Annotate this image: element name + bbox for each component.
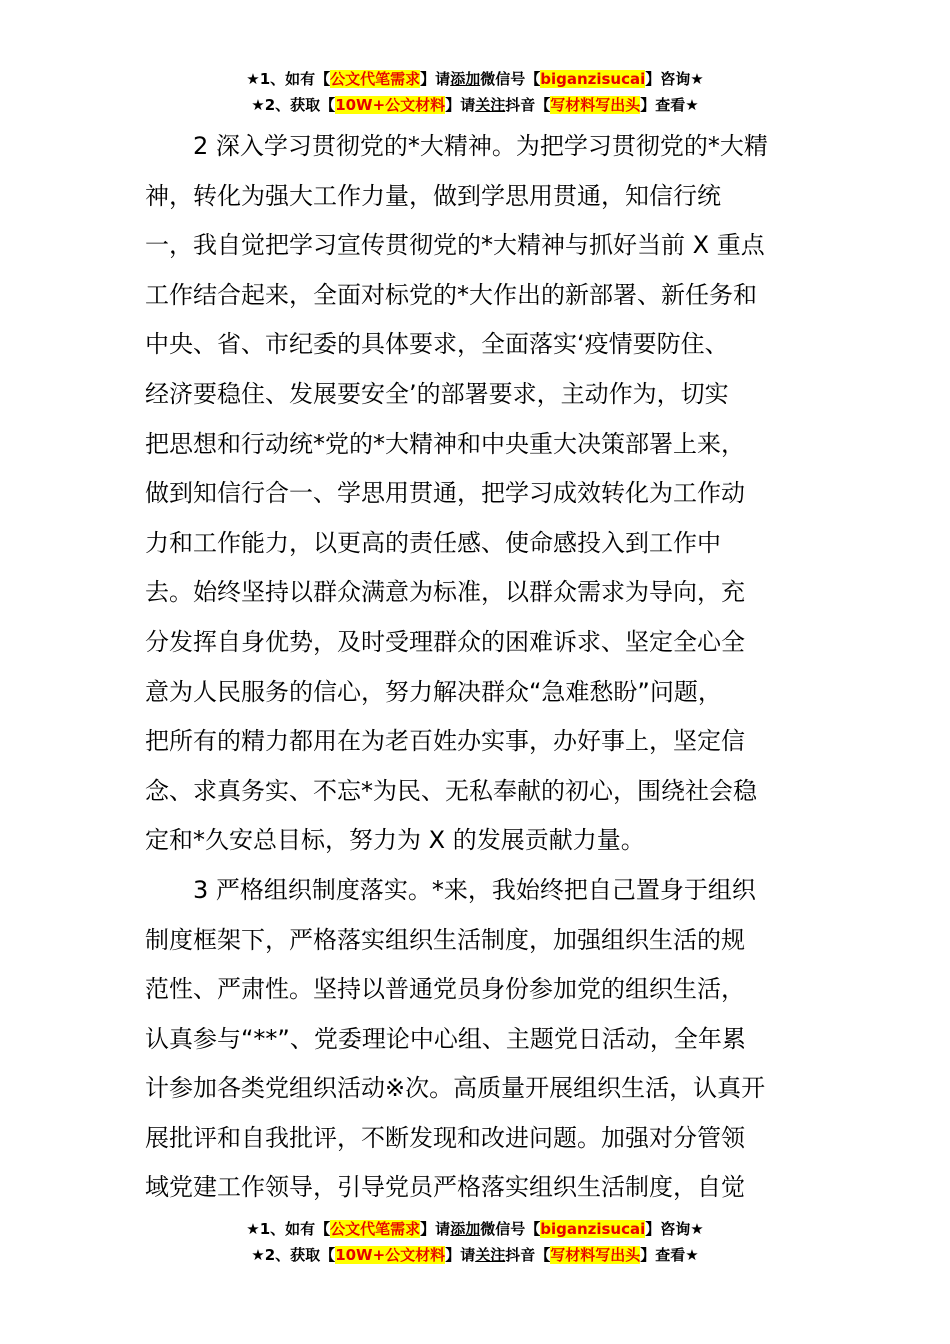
banner-text: 微信号【 xyxy=(480,70,541,88)
body-line: 意为人民服务的信心，努力解决群众“急难愁盼”问题， xyxy=(145,677,722,706)
body-line: 做到知信行合一、学思用贯通，把学习成效转化为工作动 xyxy=(145,479,745,508)
body-line: 一，我自觉把学习宣传贯彻党的*大精神与抓好当前 X 重点 xyxy=(145,231,765,260)
body-line: 经济要稳住、发展要安全’的部署要求，主动作为，切实 xyxy=(145,379,729,408)
banner-line-1 xyxy=(0,1216,950,1242)
document-body xyxy=(145,122,809,1213)
banner-text: 】请 xyxy=(445,96,476,114)
banner-text: 】请 xyxy=(445,1246,476,1264)
banner-highlight: 写材料写出头 xyxy=(550,1246,641,1264)
banner-highlight: 10W+公文材料 xyxy=(335,1246,446,1264)
banner-text: ★2、获取【 xyxy=(251,96,336,114)
banner-text: 微信号【 xyxy=(480,1220,541,1238)
banner-text: 】请 xyxy=(420,1220,451,1238)
banner-highlight: biganzisucai xyxy=(540,1220,646,1238)
banner-line-2 xyxy=(0,92,950,118)
banner-highlight: 公文代笔需求 xyxy=(330,1220,421,1238)
body-line: 域党建工作领导，引导党员严格落实组织生活制度，自觉 xyxy=(145,1173,745,1202)
banner-text: 】请 xyxy=(420,70,451,88)
body-line: 去。始终坚持以群众满意为标准，以群众需求为导向，充 xyxy=(145,578,745,607)
banner-text: 】查看★ xyxy=(640,1246,699,1264)
body-line: 计参加各类党组织活动※次。高质量开展组织生活，认真开 xyxy=(145,1074,766,1103)
body-line: 力和工作能力，以更高的责任感、使命感投入到工作中 xyxy=(145,528,721,557)
banner-underline: 关注 xyxy=(475,1246,506,1264)
banner-text: 抖音【 xyxy=(505,1246,551,1264)
body-line: 展批评和自我批评，不断发现和改进问题。加强对分管领 xyxy=(145,1123,745,1152)
banner-text: 抖音【 xyxy=(505,96,551,114)
body-line: 定和*久安总目标，努力为 X 的发展贡献力量。 xyxy=(145,826,645,855)
footer-banner xyxy=(0,1216,950,1268)
banner-text: 】咨询★ xyxy=(645,1220,704,1238)
body-line: 3 严格组织制度落实。*来，我始终把自己置身于组织 xyxy=(193,875,756,904)
banner-text: ★1、如有【 xyxy=(246,1220,331,1238)
body-line: 2 深入学习贯彻党的*大精神。为把学习贯彻党的*大精 xyxy=(193,132,768,160)
body-line: 把所有的精力都用在为老百姓办实事，办好事上，坚定信 xyxy=(145,727,745,756)
banner-line-1 xyxy=(0,66,950,92)
banner-highlight: 写材料写出头 xyxy=(550,96,641,114)
body-line: 神，转化为强大工作力量，做到学思用贯通，知信行统 xyxy=(145,181,721,210)
body-line: 制度框架下，严格落实组织生活制度，加强组织生活的规 xyxy=(145,925,745,954)
body-line: 中央、省、市纪委的具体要求，全面落实‘疫情要防住、 xyxy=(145,330,729,359)
body-line: 范性、严肃性。坚持以普通党员身份参加党的组织生活， xyxy=(145,975,745,1004)
banner-text: ★1、如有【 xyxy=(246,70,331,88)
banner-underline: 添加 xyxy=(450,1220,481,1238)
banner-highlight: biganzisucai xyxy=(540,70,646,88)
header-banner xyxy=(0,66,950,118)
body-line: 认真参与“**”、党委理论中心组、主题党日活动，全年累 xyxy=(145,1024,746,1053)
banner-underline: 添加 xyxy=(450,70,481,88)
banner-highlight: 10W+公文材料 xyxy=(335,96,446,114)
banner-line-2 xyxy=(0,1242,950,1268)
body-line: 工作结合起来，全面对标党的*大作出的新部署、新任务和 xyxy=(145,280,757,309)
body-line: 分发挥自身优势，及时受理群众的困难诉求、坚定全心全 xyxy=(145,627,745,656)
banner-text: ★2、获取【 xyxy=(251,1246,336,1264)
banner-highlight: 公文代笔需求 xyxy=(330,70,421,88)
banner-text: 】查看★ xyxy=(640,96,699,114)
body-line: 把思想和行动统*党的*大精神和中央重大决策部署上来， xyxy=(145,429,745,458)
banner-underline: 关注 xyxy=(475,96,506,114)
body-line: 念、求真务实、不忘*为民、无私奉献的初心，围绕社会稳 xyxy=(145,776,757,805)
banner-text: 】咨询★ xyxy=(645,70,704,88)
